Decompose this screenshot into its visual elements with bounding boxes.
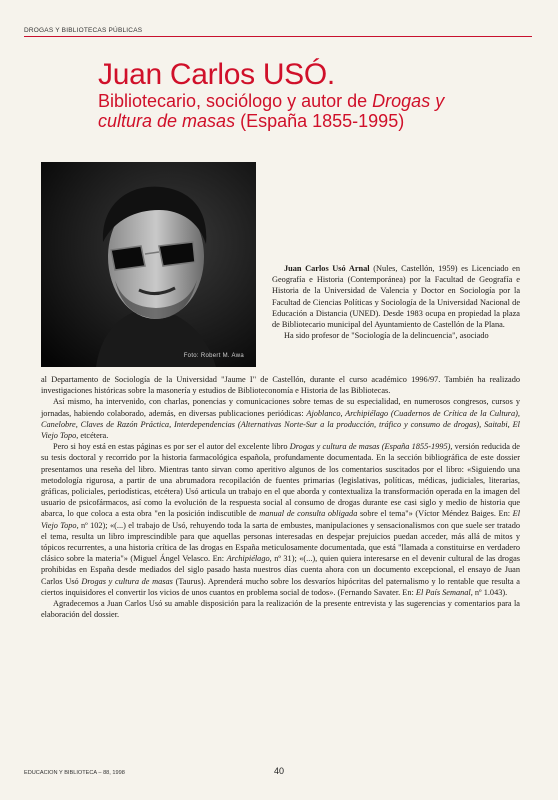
bio-paragraph-2-rest: al Departamento de Sociología de la Universidad "Jaume I" de Castellón, durante el curso académico 1996/97. También ha realizado investigaciones históricas sobre la masonería y estudios de Biblioteconomía e Historia de las Bibliotecas. [41,375,520,396]
p4-text-d: , nº 102); «(...) el trabajo de Usó, rehuyendo toda la sarta de embustes, manipulaciones y sensacionalismos con que suele ser tratado el tema, resulta un libro imprescindible para que aquellas personas interesadas en despejar prejuicios puedan acceder, más allá de mitos y tópicos recurrentes, a una historia crítica de las drogas en España meticulosamente documentada, que está "llamada a constituirse en verdadero clásico sobre la materia"» (Miguel Ángel Velasco. En: [41,520,521,564]
p3-publications: Ajoblanco, Archipiélago (Cuadernos de Crítica de la Cultura), Canelobre, Claves de Razón Práctica, Interdependencias (Alternativas Norte-Sur a la producción, tráfico y consumo de drogas), Saitabi, El Viejo Topo [41,408,520,441]
author-name: Juan Carlos Usó Arnal [284,264,370,273]
subtitle-italic-1: Drogas y [372,91,445,111]
author-photo [41,162,256,367]
p4-source-3: El País Semanal [415,587,471,597]
p4-text-f: (Taurus). Aprenderá mucho sobre los desvaríos hipócritas del paternalismo y lo rentable que resulta a ciertos inquisidores el convertir los vicios de unos cuantos en problema social de todos». (Fernando Savater. En: [41,576,520,597]
body-paragraph-3 [41,396,520,441]
p3-text: Así mismo, ha intervenido, con charlas, ponencias y comunicaciones sobre temas de su especialidad, en numerosos congresos, cursos y jornadas, habiendo colaborado, además, en diversas publicaciones periódicas: [41,397,520,418]
p4-source-1: El Viejo Topo [41,509,520,530]
body-paragraph-5: Agradecemos a Juan Carlos Usó su amable disposición para la realización de la presente entrevista y las sugerencias y comentarios para la elaboración del dossier. [41,599,520,620]
bio-paragraph-1 [272,263,520,330]
p3-end: , etcétera. [76,431,109,441]
p4-manual: manual de consulta obligada [259,509,358,519]
subtitle-text-2: (España 1855-1995) [235,111,405,131]
article-title: Juan Carlos USÓ. [98,58,335,91]
p4-text-c: sobre el tema"» (Víctor Méndez Baiges. En: [357,509,513,519]
p4-book-title-2: Drogas y cultura de masas [81,576,173,586]
p4-text-g: , nº 1.043). [470,587,508,597]
p4-source-2: Archipiélago [226,554,270,564]
body-paragraph-4 [41,441,520,598]
p4-text-a: Pero si hoy está en estas páginas es por ser el autor del excelente libro [53,442,290,452]
header-rule [24,36,532,37]
photo-credit: Foto: Robert M. Awa [183,353,244,359]
section-label: DROGAS Y BIBLIOTECAS PÚBLICAS [24,27,143,34]
bio-column [272,263,520,341]
p4-text-b: , versión reducida de su tesis doctoral y recorrido por la historia farmacológica española, profundamente documentada. En la sección bibliográfica de este dossier presentamos una reseña del libro. Mientras tanto sirvan como aperitivo algunos de los comentarios suscitados por el libro: «Siguiendo una metodología rigurosa, a partir de una abrumadora recopilación de fuentes primarias (legislativas, políticas, médicas, judiciales, literarias, gráficas, policiales, periodísticas, etcétera) Usó articula un trabajo en el que aborda y contextualiza la transformación operada en la imagen del usuario de psicofármacos, así como la evolución de la respuesta social al consumo de drogas durante ese casi siglo y medio de historia que abarca, lo que coloca a esta obra "en la posición indiscutible de [41,442,520,519]
page-number: 40 [274,766,285,776]
subtitle-text-1: Bibliotecario, sociólogo y autor de [98,91,373,111]
p4-text-e: , nº 31); «(...), quien quiera interesarse en el devenir cultural de las drogas prohibidas en España desde mediados del siglo pasado hasta nuestros días cuenta ahora con un documento excepcional, el ensayo de Juan Carlos Usó [41,554,520,586]
footer-journal: EDUCACION Y BIBLIOTECA – 88, 1998 [24,770,125,776]
portrait-illustration [41,162,256,367]
bio-paragraph-2-start: Ha sido profesor de "Sociología de la delincuencia", asociado [284,331,489,341]
article-subtitle [98,91,498,131]
running-header [24,27,532,37]
p4-book-title: Drogas y cultura de masas (España 1855-1995) [289,442,451,452]
bio-text-1: (Nules, Castellón, 1959) es Licenciado en Geografía e Historia (Contemporánea) por la Facultad de Geografía e Historia de la Universidad de Valencia y Doctor en Sociología por la Facultad de Ciencias Políticas y Sociología de la Universidad Nacional de Educación a Distancia (UNED). Desde 1983 ocupa en propiedad la plaza de Bibliotecario municipal del Ayuntamiento de Castellón de la Plana. [272,264,520,330]
article-body [41,374,520,620]
subtitle-italic-2: cultura de masas [98,111,236,131]
